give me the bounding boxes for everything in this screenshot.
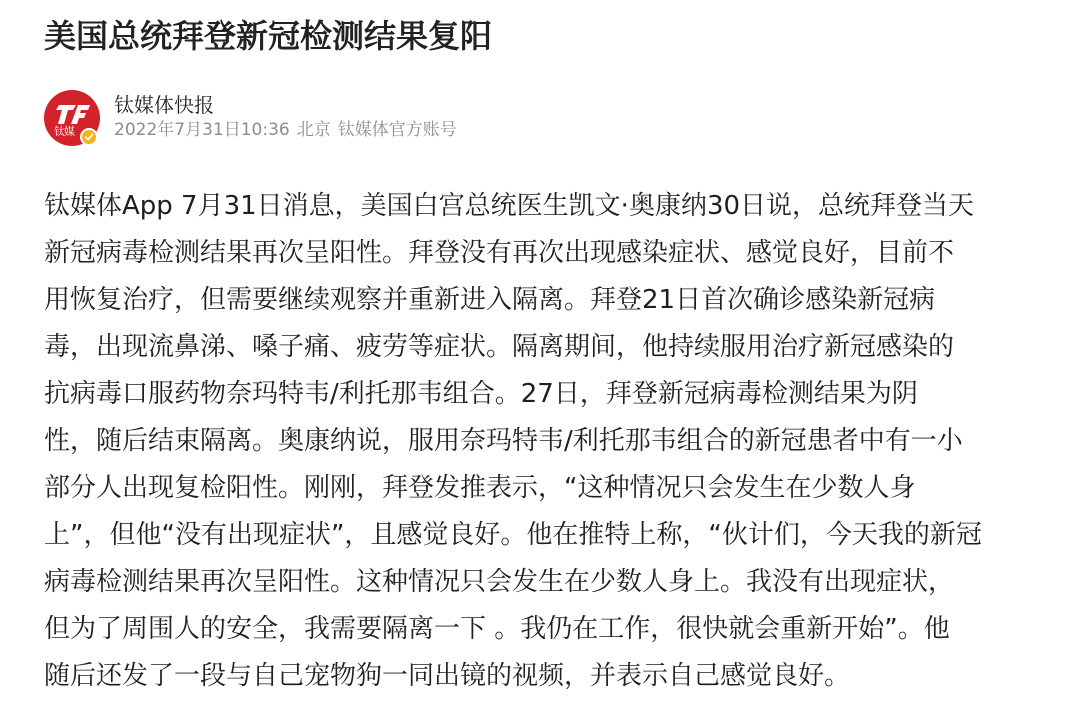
author-avatar[interactable] <box>44 90 100 146</box>
avatar-caption: 钛媒 <box>54 125 74 138</box>
author-name[interactable]: 钛媒体快报 <box>114 93 214 117</box>
publish-location: 北京 <box>296 120 331 140</box>
body-line: 随后还发了一段与自己宠物狗一同出镜的视频，并表示自己感觉良好。 <box>44 661 851 691</box>
article-body <box>44 183 1044 700</box>
author-row <box>44 86 1034 150</box>
body-line: 病毒检测结果再次呈阳性。这种情况只会发生在少数人身上。我没有出现症状， <box>44 567 955 597</box>
body-line: 用恢复治疗，但需要继续观察并重新进入隔离。拜登21日首次确诊感染新冠病 <box>44 285 936 315</box>
body-line: 抗病毒口服药物奈玛特韦/利托那韦组合。27日，拜登新冠病毒检测结果为阴 <box>44 379 918 409</box>
account-type: 钛媒体官方账号 <box>337 120 457 140</box>
article-meta <box>114 118 464 142</box>
body-line: 毒，出现流鼻涕、嗓子痛、疲劳等症状。隔离期间，他持续服用治疗新冠感染的 <box>44 332 955 362</box>
body-line: 但为了周围人的安全，我需要隔离一下 。我仍在工作，很快就会重新开始”。他 <box>44 614 950 644</box>
body-line: 部分人出现复检阳性。刚刚，拜登发推表示，“这种情况只会发生在少数人身 <box>44 473 916 503</box>
publish-datetime: 2022年7月31日10:36 <box>114 120 290 140</box>
body-line: 钛媒体App 7月31日消息，美国白宫总统医生凯文·奥康纳30日说，总统拜登当天 <box>44 191 975 221</box>
body-line: 上”，但他“没有出现症状”，且感觉良好。他在推特上称，“伙计们，今天我的新冠 <box>44 520 982 550</box>
body-line: 新冠病毒检测结果再次呈阳性。拜登没有再次出现感染症状、感觉良好，目前不 <box>44 238 955 268</box>
body-line: 性，随后结束隔离。奥康纳说，服用奈玛特韦/利托那韦组合的新冠患者中有一小 <box>44 426 963 456</box>
verified-badge-icon <box>80 128 98 146</box>
article-title: 美国总统拜登新冠检测结果复阳 <box>44 17 493 55</box>
